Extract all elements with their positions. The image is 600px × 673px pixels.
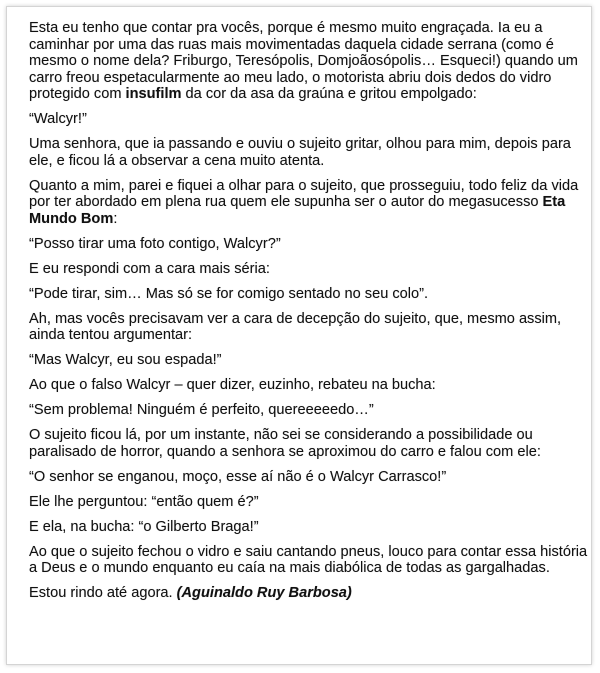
- paragraph-rebuttal: “Sem problema! Ninguém é perfeito, quereeeeedo…”: [29, 402, 374, 418]
- paragraph-ending: Ao que o sujeito fechou o vidro e saiu cantando pneus, louco para contar essa história a Deus e o mundo enquanto eu caía na mais diabólica de todas as gargalhadas.: [29, 543, 588, 576]
- paragraph-lady: Uma senhora, que ia passando e ouviu o sujeito gritar, olhou para mim, depois para ele, e ficou lá a observar a cena muito atenta.: [29, 136, 571, 169]
- content-frame: [6, 6, 592, 665]
- paragraph-reply: “Pode tirar, sim… Mas só se for comigo sentado no seu colo”.: [29, 285, 429, 302]
- story-text: [29, 20, 589, 610]
- bold-term-show-title: Eta Mundo Bom: [29, 194, 566, 227]
- paragraph-hesitation: O sujeito ficou lá, por um instante, não sei se considerando a possibilidade ou paralisado de horror, quando a senhora se aproximou do carro e falou com ele:: [29, 427, 541, 460]
- paragraph-intro: Esta eu tenho que contar pra vocês, porque é mesmo muito engraçada. Ia eu a caminhar por uma das ruas mais movimentadas daquela cidade serrana (como é mesmo o nome dela? Friburgo, Teresópolis, Domjoãosópolis… Esqueci!) quando um carro freou espetacularmente ao meu lado, o motorista abriu dois dedos do vidro protegido com insufilm da cor da asa da graúna e gritou empolgado:: [29, 20, 578, 102]
- bold-term-insufilm: insufilm: [125, 86, 182, 102]
- paragraph-quote-walcyr: “Walcyr!”: [29, 111, 87, 127]
- paragraph-lady-says: “O senhor se enganou, moço, esse aí não é o Walcyr Carrasco!”: [29, 468, 447, 485]
- paragraph-me: Quanto a mim, parei e fiquei a olhar para o sujeito, que prosseguiu, todo feliz da vida por ter abordado em plena rua quem ele supunha ser o autor do megasucesso Eta Mundo Bom:: [29, 177, 579, 227]
- author-signature: (Aguinaldo Ruy Barbosa): [176, 585, 352, 601]
- paragraph-question: Ele lhe perguntou: “então quem é?”: [29, 493, 259, 510]
- paragraph-photo-request: “Posso tirar uma foto contigo, Walcyr?”: [29, 235, 281, 252]
- paragraph-reply-intro: E eu respondi com a cara mais séria:: [29, 260, 270, 277]
- paragraph-argument: “Mas Walcyr, eu sou espada!”: [29, 352, 222, 368]
- paragraph-closing: Estou rindo até agora. (Aguinaldo Ruy Barbosa): [29, 585, 352, 601]
- paragraph-rebuttal-intro: Ao que o falso Walcyr – quer dizer, euzinho, rebateu na bucha:: [29, 377, 436, 393]
- paragraph-disappointment: Ah, mas vocês precisavam ver a cara de decepção do sujeito, que, mesmo assim, ainda tentou argumentar:: [29, 310, 562, 343]
- paragraph-answer: E ela, na bucha: “o Gilberto Braga!”: [29, 518, 259, 535]
